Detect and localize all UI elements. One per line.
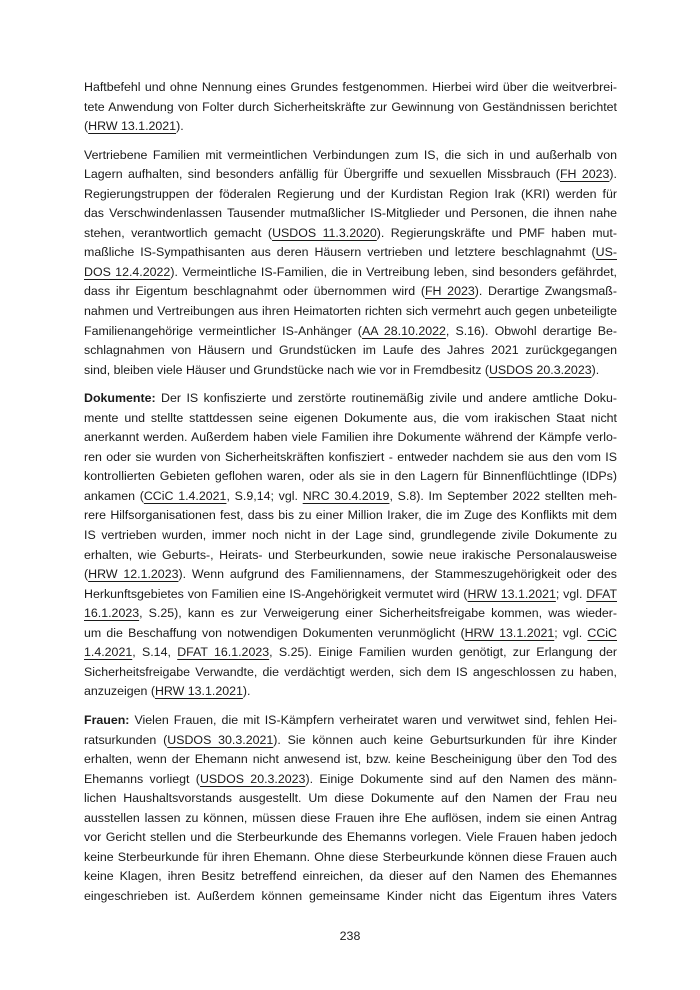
text-line xyxy=(84,526,617,546)
text-run: ). Regierungskräfte und PMF haben mut- xyxy=(376,225,617,240)
text-run: ). xyxy=(591,362,600,377)
text-run: Regierungstruppen der föderalen Regierung und der Kurdistan Region Irak (KRI) werden für xyxy=(84,186,617,201)
text-run: ). xyxy=(242,684,251,699)
paragraph xyxy=(84,146,617,381)
text-line xyxy=(84,731,617,751)
citation-link[interactable]: FH 2023 xyxy=(424,284,475,299)
text-line xyxy=(84,848,617,868)
text-run: das Verschwindenlassen Tausender mutmaßlicher IS-Mitglieder und Personen, die ihnen nahe xyxy=(84,206,617,221)
citation-link[interactable]: US- xyxy=(595,245,617,260)
text-line xyxy=(84,302,617,322)
text-line xyxy=(84,750,617,770)
text-run: kontrollierten Gebieten geflohen waren, oder als sie in den Lagern für Binnenflüchtlinge (IDPs) xyxy=(84,469,617,484)
paragraph xyxy=(84,711,617,906)
text-run: lichen Haushaltsvorstands ausgestellt. Um diese Dokumente auf den Namen der Frau neu xyxy=(84,791,617,806)
text-line xyxy=(84,78,617,98)
text-line xyxy=(84,828,617,848)
text-run: dass ihr Eigentum beschlagnahmt oder übernommen wird ( xyxy=(84,284,425,299)
citation-link[interactable]: CCiC xyxy=(587,625,618,640)
citation-link[interactable]: DOS 12.4.2022 xyxy=(84,264,171,279)
text-run: ; vgl. xyxy=(554,625,588,640)
text-run: Ehemanns vorliegt ( xyxy=(84,771,200,786)
text-line xyxy=(84,506,617,526)
citation-link[interactable]: DFAT xyxy=(586,586,618,601)
text-run: stehen, verantwortlich gemacht ( xyxy=(84,225,273,240)
section-label: Dokumente: xyxy=(84,391,156,406)
text-run: maßliche IS-Sympathisanten aus deren Häusern vertrieben und letztere beschlagnahmt ( xyxy=(84,245,596,260)
citation-link[interactable]: HRW 12.1.2023 xyxy=(88,567,179,582)
text-run: Sicherheitsfreigabe Verwandte, die verdächtigt werden, sich dem IS angeschlossen zu haben, xyxy=(84,664,617,679)
text-run: Vielen Frauen, die mit IS-Kämpfern verheiratet waren und verwitwet sind, fehlen Hei- xyxy=(129,712,617,727)
text-line xyxy=(84,282,617,302)
text-run: rere Hilfsorganisationen fest, dass bis zu einer Million Iraker, die im Zuge des Konflikts mit dem xyxy=(84,508,617,523)
text-line xyxy=(84,428,617,448)
citation-link[interactable]: NRC 30.4.2019 xyxy=(302,488,390,503)
text-run: , S.9,14; vgl. xyxy=(226,488,303,503)
text-run: keine Sterbeurkunde für ihren Ehemann. Ohne diese Sterbeurkunde können diese Frauen auch xyxy=(84,849,617,864)
text-run: Herkunftsgebietes von Familien eine IS-Angehörigkeit vermutet wird ( xyxy=(84,586,468,601)
text-line xyxy=(84,809,617,829)
text-run: , S.14, xyxy=(132,645,178,660)
text-line xyxy=(84,643,617,663)
citation-link[interactable]: 1.4.2021 xyxy=(84,645,133,660)
text-line xyxy=(84,663,617,683)
text-run: Lagern aufhalten, sind besonders anfällig für Übergriffe und sexuellen Missbrauch ( xyxy=(84,167,560,182)
text-run: erhalten, wie Geburts-, Heirats- und Sterbeurkunden, sowie neue irakische Personalausweise xyxy=(84,547,617,562)
citation-link[interactable]: USDOS 11.3.2020 xyxy=(272,225,377,240)
text-line xyxy=(84,487,617,507)
text-run: tete Anwendung von Folter durch Sicherheitskräfte zur Gewinnung von Geständnissen berichtet xyxy=(84,99,617,114)
text-run: eingeschrieben ist. Außerdem können gemeinsame Kinder nicht das Eigentum ihres Vaters xyxy=(84,888,617,903)
text-line xyxy=(84,117,617,137)
text-run: vor Gericht stellen und die Sterbeurkunde des Ehemanns vorlegen. Viele Frauen haben jedoch xyxy=(84,830,617,845)
citation-link[interactable]: HRW 13.1.2021 xyxy=(88,119,177,134)
citation-link[interactable]: USDOS 20.3.2023 xyxy=(488,362,592,377)
text-line xyxy=(84,322,617,342)
text-run: , S.16). Obwohl derartige Be- xyxy=(445,323,617,338)
text-line xyxy=(84,565,617,585)
page-number: 238 xyxy=(339,929,361,943)
text-run: keine Klagen, ihren Besitz betreffend einreichen, da dieser auf den Namen des Ehemannes xyxy=(84,869,617,884)
text-line xyxy=(84,389,617,409)
text-line xyxy=(84,341,617,361)
text-run: Familienangehörige vermeintlicher IS-Anhänger ( xyxy=(84,323,362,338)
paragraph xyxy=(84,389,617,702)
section-label: Frauen: xyxy=(84,712,130,727)
text-line xyxy=(84,887,617,907)
text-run: , S.8). Im September 2022 stellten meh- xyxy=(389,488,617,503)
text-line xyxy=(84,448,617,468)
text-run: um die Beschaffung von notwendigen Dokumenten verunmöglicht ( xyxy=(84,625,465,640)
text-line xyxy=(84,224,617,244)
citation-link[interactable]: AA 28.10.2022 xyxy=(361,323,446,338)
text-line xyxy=(84,682,617,702)
citation-link[interactable]: HRW 13.1.2021 xyxy=(154,684,243,699)
text-run: erhalten, wenn der Ehemann nicht anwesend ist, bzw. keine Bescheinigung über den Tod des xyxy=(84,752,617,767)
text-run: ). Einige Dokumente sind auf den Namen des männ- xyxy=(305,771,617,786)
text-run: anerkannt werden. Außerdem haben viele Familien ihre Dokumente während der Kämpfe verlo- xyxy=(84,430,617,445)
text-run: ( xyxy=(84,119,89,134)
text-line xyxy=(84,243,617,263)
text-block xyxy=(84,78,617,915)
text-run: , S.25). Einige Familien wurden genötigt, zur Erlangung der xyxy=(269,645,617,660)
text-run: ). Sie können auch keine Geburtsurkunden für ihre Kinder xyxy=(273,732,617,747)
text-run: Vertriebene Familien mit vermeintlichen Verbindungen zum IS, die sich in und außerhalb von xyxy=(84,147,617,162)
text-line xyxy=(84,98,617,118)
text-line xyxy=(84,409,617,429)
text-line xyxy=(84,361,617,381)
text-run: ). xyxy=(609,167,617,182)
text-run: ; vgl. xyxy=(555,586,587,601)
text-run: nahmen und Vertreibungen aus ihren Heimatorten richten sich vermehrt auch gegen unbeteiligte xyxy=(84,304,617,319)
text-line xyxy=(84,624,617,644)
citation-link[interactable]: USDOS 30.3.2021 xyxy=(167,732,274,747)
citation-link[interactable]: USDOS 20.3.2023 xyxy=(199,771,306,786)
text-run: ankamen ( xyxy=(84,488,144,503)
text-run: ). xyxy=(176,119,184,134)
text-line xyxy=(84,789,617,809)
text-run: ). Vermeintliche IS-Familien, die in Vertreibung leben, sind besonders gefährdet, xyxy=(170,264,617,279)
text-run: IS vertrieben wurden, immer noch nicht in der Lage sind, grundlegende zivile Dokumente zu xyxy=(84,528,617,543)
citation-link[interactable]: FH 2023 xyxy=(559,167,610,182)
text-line xyxy=(84,546,617,566)
citation-link[interactable]: HRW 13.1.2021 xyxy=(464,625,555,640)
text-run: anzuzeigen ( xyxy=(84,684,155,699)
text-run: ). Wenn aufgrund des Familiennamens, der Stammeszugehörigkeit oder des xyxy=(178,567,617,582)
text-line xyxy=(84,165,617,185)
text-run: sind, bleiben viele Häuser und Grundstücke nach wie vor in Fremdbesitz ( xyxy=(84,362,489,377)
text-line xyxy=(84,711,617,731)
text-run: ausstellen lassen zu können, müssen diese Frauen ihre Ehe auflösen, indem sie einen Antrag xyxy=(84,810,617,825)
text-run: schlagnahmen von Häusern und Grundstücken im Laufe des Jahres 2021 zurückgegangen xyxy=(84,343,617,358)
citation-link[interactable]: DFAT 16.1.2023 xyxy=(177,645,270,660)
text-line xyxy=(84,867,617,887)
paragraph xyxy=(84,78,617,137)
text-run: , S.25), kann es zur Verweigerung einer Sicherheitsfreigabe kommen, was wieder- xyxy=(139,606,617,621)
text-run: ). Derartige Zwangsmaß- xyxy=(474,284,617,299)
text-run: ( xyxy=(84,567,89,582)
text-line xyxy=(84,770,617,790)
text-run: mente und stellte stattdessen seine eigenen Dokumente aus, die vom irakischen Staat nicht xyxy=(84,410,617,425)
text-line xyxy=(84,467,617,487)
citation-link[interactable]: 16.1.2023 xyxy=(84,606,140,621)
text-line xyxy=(84,585,617,605)
text-run: Der IS konfiszierte und zerstörte routinemäßig zivile und andere amtliche Doku- xyxy=(155,391,617,406)
text-run: ratsurkunden ( xyxy=(84,732,168,747)
text-line xyxy=(84,204,617,224)
text-run: ren oder sie wurden von Sicherheitskräften konfisziert - entweder nachdem sie aus den vom IS xyxy=(84,449,617,464)
text-line xyxy=(84,604,617,624)
text-run: Haftbefehl und ohne Nennung eines Grundes festgenommen. Hierbei wird über die weitverbrei- xyxy=(84,80,617,94)
citation-link[interactable]: HRW 13.1.2021 xyxy=(467,586,556,601)
citation-link[interactable]: CCiC 1.4.2021 xyxy=(143,488,227,503)
text-line xyxy=(84,185,617,205)
text-line xyxy=(84,146,617,166)
text-line xyxy=(84,263,617,283)
